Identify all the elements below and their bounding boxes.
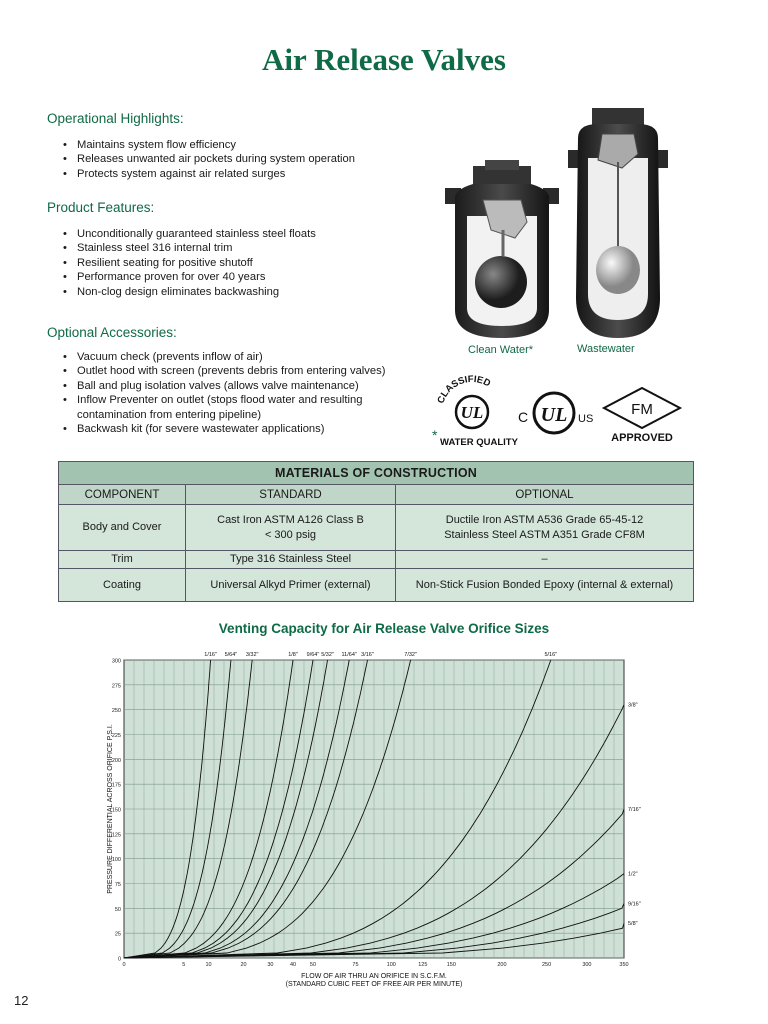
page-number: 12 — [14, 993, 29, 1008]
page-title: Air Release Valves — [262, 42, 506, 77]
cul-mark-text: UL — [540, 404, 568, 426]
x-tick-label: 200 — [497, 962, 507, 968]
table-cell: – — [396, 551, 694, 569]
cell-line: Stainless Steel ASTM A351 Grade CF8M — [444, 528, 645, 541]
series-label: 5/64" — [224, 652, 238, 658]
cell-line: Cast Iron ASTM A126 Class B — [217, 513, 364, 526]
list-item: • Outlet hood with screen (prevents debris from entering valves) — [63, 364, 423, 378]
series-label: 5/8" — [628, 921, 638, 928]
series-label: 1/2" — [628, 871, 638, 878]
series-label: 11/64" — [341, 652, 357, 658]
series-label: 3/32" — [245, 652, 259, 658]
ul-classified-water-quality-logo — [430, 374, 522, 450]
y-tick-label: 150 — [111, 807, 121, 814]
ul-star: * — [432, 427, 438, 443]
x-tick-label: 30 — [267, 962, 274, 968]
ul-mark-text: UL — [460, 403, 484, 422]
list-item: • Maintains system flow efficiency — [63, 138, 423, 152]
y-tick-label: 250 — [111, 708, 121, 715]
list-item: • Resilient seating for positive shutoff — [63, 256, 423, 270]
list-item: • Performance proven for over 40 years — [63, 270, 423, 284]
table-cell: Body and Cover — [59, 505, 186, 551]
y-tick-label: 75 — [114, 882, 121, 888]
x-tick-label: 50 — [309, 962, 317, 968]
table-cell — [396, 505, 694, 551]
cul-us-text: US — [578, 413, 594, 425]
y-tick-label: 300 — [111, 658, 121, 665]
x-tick-label: 125 — [418, 962, 428, 968]
table-cell: Universal Alkyd Primer (external) — [186, 569, 396, 602]
accessories-heading: Optional Accessories: — [47, 325, 177, 340]
fm-approved-logo — [600, 386, 684, 444]
features-heading: Product Features: — [47, 200, 155, 215]
x-axis-label: FLOW OF AIR THRU AN ORIFICE IN S.C.F.M. — [301, 973, 447, 980]
cul-c-text: C — [518, 409, 529, 425]
list-item: • Releases unwanted air pockets during system operation — [63, 152, 423, 166]
fm-approved-text: APPROVED — [611, 432, 673, 444]
accessories-list — [63, 350, 423, 436]
table-cell — [186, 505, 396, 551]
ul-classified-text: CLASSIFIED — [435, 374, 493, 406]
x-tick-label: 40 — [289, 962, 297, 968]
y-tick-label: 225 — [111, 733, 121, 739]
wastewater-valve-image — [568, 108, 668, 340]
highlights-heading: Operational Highlights: — [47, 111, 184, 126]
series-label: 5/16" — [544, 652, 558, 658]
x-tick-label: 300 — [582, 962, 592, 968]
list-item: • Backwash kit (for severe wastewater applications) — [63, 422, 423, 436]
series-label: 3/8" — [628, 702, 638, 709]
y-tick-label: 200 — [111, 757, 121, 764]
y-tick-label: 0 — [117, 956, 121, 963]
x-axis-label-sub: (STANDARD CUBIC FEET OF FREE AIR PER MINUTE) — [285, 981, 463, 988]
cell-line: < 300 psig — [264, 528, 317, 541]
y-tick-label: 25 — [114, 931, 121, 938]
x-tick-label: 250 — [541, 962, 552, 968]
table-row — [59, 505, 694, 551]
list-item: • Non-clog design eliminates backwashing — [63, 285, 423, 299]
series-label: 7/32" — [404, 652, 417, 658]
table-row — [59, 569, 694, 602]
x-tick-label: 20 — [240, 962, 247, 968]
y-tick-label: 175 — [111, 782, 121, 789]
highlights-list — [63, 138, 423, 181]
list-item: • Protects system against air related surges — [63, 167, 423, 181]
x-tick-label: 100 — [386, 962, 396, 968]
x-tick-label: 0 — [122, 962, 126, 968]
column-header: OPTIONAL — [396, 485, 694, 505]
features-list — [63, 227, 423, 299]
table-cell: Type 316 Stainless Steel — [186, 551, 396, 569]
series-label: 5/32" — [321, 652, 334, 658]
materials-table-title: MATERIALS OF CONSTRUCTION — [59, 462, 694, 485]
y-tick-label: 125 — [111, 832, 121, 839]
series-label: 3/16" — [361, 652, 374, 658]
y-tick-label: 275 — [111, 683, 121, 690]
clean-water-valve-image — [443, 160, 561, 340]
chart-title: Venting Capacity for Air Release Valve Orifice Sizes — [218, 621, 550, 636]
x-tick-label: 150 — [446, 962, 456, 968]
y-tick-label: 100 — [111, 857, 121, 864]
fm-mark-text: FM — [631, 401, 653, 418]
x-tick-label: 10 — [205, 962, 212, 968]
ul-water-quality-text: WATER QUALITY — [440, 437, 518, 448]
series-label: 7/16" — [628, 807, 641, 813]
y-tick-label: 50 — [114, 906, 121, 913]
list-item: • Vacuum check (prevents inflow of air) — [63, 350, 423, 364]
y-axis-label: PRESSURE DIFFERENTIAL ACROSS ORIFICE P.S.I. — [107, 724, 114, 894]
table-cell: Coating — [59, 569, 186, 602]
table-cell: Trim — [59, 551, 186, 569]
wastewater-caption: Wastewater — [577, 343, 635, 355]
list-item: • Inflow Preventer on outlet (stops flood water and resulting contamination from entering pipeline) — [63, 393, 423, 422]
culus-logo — [516, 388, 596, 438]
cell-line: Ductile Iron ASTM A536 Grade 65-45-12 — [445, 513, 644, 526]
x-tick-label: 75 — [352, 962, 359, 968]
list-item: • Unconditionally guaranteed stainless steel floats — [63, 227, 423, 241]
column-header: STANDARD — [186, 485, 396, 505]
materials-table — [58, 461, 694, 602]
x-tick-label: 5 — [182, 962, 186, 968]
series-label: 9/64" — [306, 652, 320, 658]
venting-capacity-chart — [100, 640, 645, 990]
column-header: COMPONENT — [59, 485, 186, 505]
table-row — [59, 551, 694, 569]
x-tick-label: 350 — [619, 962, 629, 968]
table-cell: Non-Stick Fusion Bonded Epoxy (internal & external) — [396, 569, 694, 602]
list-item: • Stainless steel 316 internal trim — [63, 241, 423, 255]
series-label: 9/16" — [628, 901, 641, 908]
clean-water-caption: Clean Water* — [468, 344, 534, 356]
series-label: 1/8" — [288, 652, 298, 658]
series-label: 1/16" — [204, 652, 217, 658]
list-item: • Ball and plug isolation valves (allows valve maintenance) — [63, 379, 423, 393]
